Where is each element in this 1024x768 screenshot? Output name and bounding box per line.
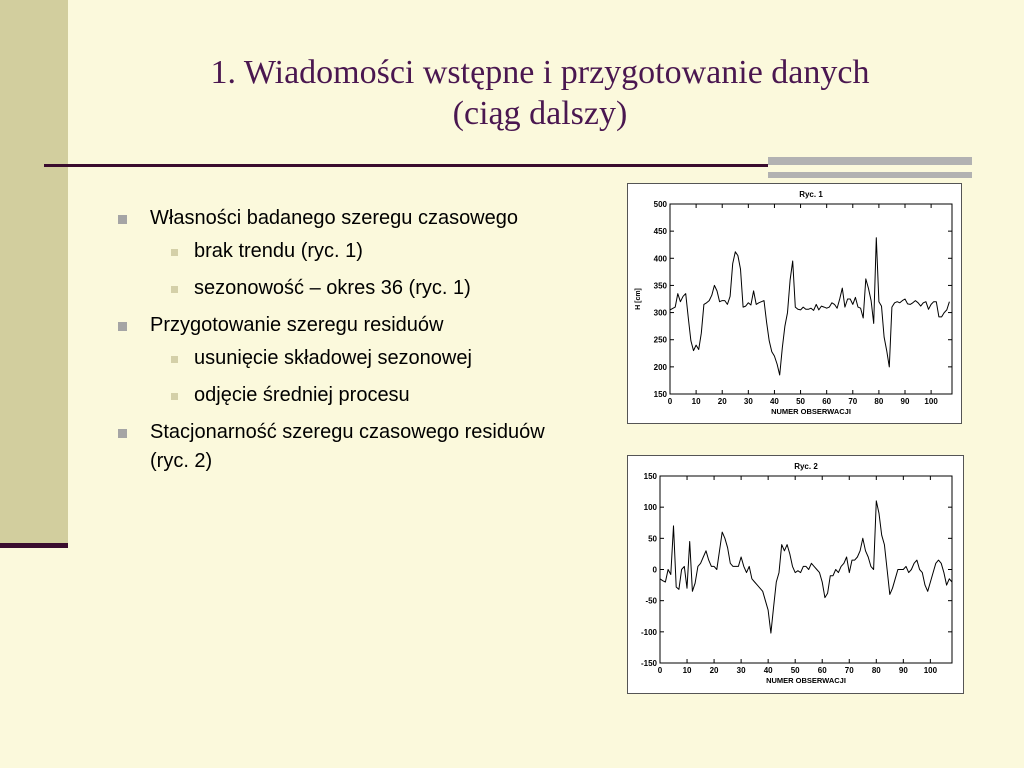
x-tick-label: 70 [844,666,854,675]
chart-title: Ryc. 2 [794,462,818,471]
x-tick-label: 0 [667,397,673,406]
y-tick-label: 250 [653,335,667,345]
x-axis-label: NUMER OBSERWACJI [771,407,851,416]
y-tick-label: 350 [653,281,667,291]
bullet-list [112,204,582,480]
x-tick-label: 40 [763,666,773,675]
title-accent-bar-lower [768,172,972,178]
y-tick-label: -150 [640,659,657,668]
x-tick-label: 80 [871,666,881,675]
x-tick-label: 60 [822,397,832,406]
plot-frame [660,476,952,663]
sub-bullet-item [112,344,582,373]
x-tick-label: 30 [743,397,753,406]
x-tick-label: 20 [717,397,727,406]
y-tick-label: 150 [653,390,667,399]
chart-ryc-2 [628,456,963,693]
x-tick-label: 60 [817,666,827,675]
x-tick-label: 90 [900,397,910,406]
y-tick-label: 300 [653,308,667,318]
bullet-text: Stacjonarność szeregu czasowego residuów (ryc. 2) [150,421,545,472]
bullet-item [112,311,582,340]
y-tick-label: -100 [640,627,657,637]
sub-bullet-text: usunięcie składowej sezonowej [194,347,472,369]
x-tick-label: 100 [923,666,938,675]
x-axis-label: NUMER OBSERWACJI [766,676,846,685]
y-tick-label: 500 [653,200,667,209]
sub-bullet-item [112,274,582,303]
y-tick-label: -50 [645,596,657,606]
sub-bullet-text: sezonowość – okres 36 (ryc. 1) [194,277,471,299]
title-underline [44,164,768,167]
slide-title [90,52,990,134]
sub-bullet-text: brak trendu (ryc. 1) [194,240,363,262]
x-tick-label: 0 [657,666,663,675]
x-tick-label: 50 [790,666,800,675]
x-tick-label: 10 [682,666,692,675]
x-tick-label: 70 [848,397,858,406]
sub-bullet-text: odjęcie średniej procesu [194,384,410,406]
x-tick-label: 20 [709,666,719,675]
square-bullet-icon [171,356,178,363]
square-bullet-icon [171,286,178,293]
y-tick-label: 450 [653,227,667,237]
series-line [660,501,952,633]
square-bullet-icon [171,393,178,400]
x-tick-label: 30 [736,666,746,675]
sub-bullet-item [112,237,582,266]
x-tick-label: 100 [924,397,938,406]
slide-title-line2: (ciąg dalszy) [452,95,628,132]
square-bullet-icon [118,429,127,438]
y-tick-label: 400 [653,254,667,264]
slide-title-line1: 1. Wiadomości wstępne i przygotowanie danych [210,54,870,91]
y-tick-label: 50 [648,534,657,544]
y-tick-label: 0 [652,565,657,575]
series-line [670,238,949,375]
x-tick-label: 50 [796,397,806,406]
x-tick-label: 10 [691,397,701,406]
y-tick-label: 150 [643,472,657,481]
bullet-item [112,418,582,476]
bullet-text: Własności badanego szeregu czasowego [150,207,518,229]
plot-frame [670,204,952,394]
figure-ryc-1 [627,183,962,424]
bullet-text: Przygotowanie szeregu residuów [150,314,444,336]
figure-ryc-2 [627,455,964,694]
sub-bullet-item [112,381,582,410]
y-axis-label: H [cm] [635,288,642,310]
chart-title: Ryc. 1 [799,190,823,199]
square-bullet-icon [118,322,127,331]
y-tick-label: 100 [643,503,657,513]
left-decor-rule [0,543,68,548]
left-decor-band [0,0,68,548]
square-bullet-icon [171,249,178,256]
bullet-item [112,204,582,233]
x-tick-label: 90 [898,666,908,675]
y-tick-label: 200 [653,362,667,372]
x-tick-label: 40 [769,397,779,406]
square-bullet-icon [118,215,127,224]
title-accent-bar [768,157,972,165]
chart-ryc-1 [628,184,961,423]
x-tick-label: 80 [874,397,884,406]
